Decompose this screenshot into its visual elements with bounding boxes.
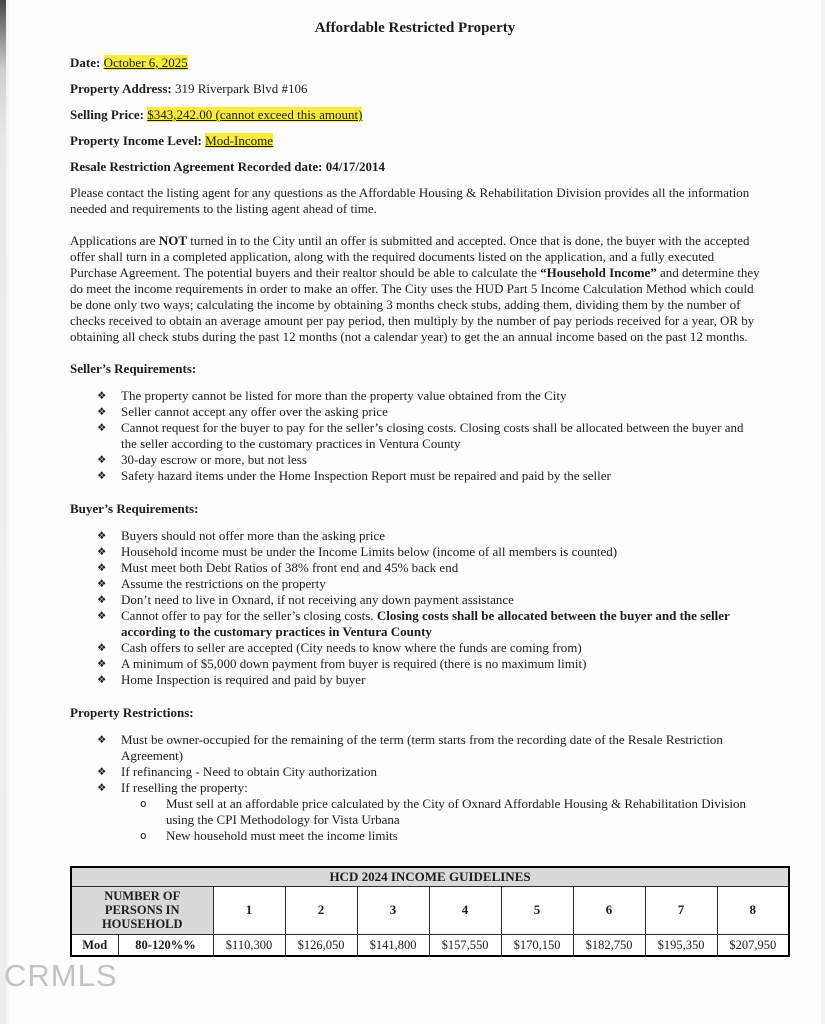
text-segment: Applications are	[70, 233, 159, 248]
list-item-text	[121, 528, 760, 544]
field-list	[70, 55, 760, 175]
persons-count-cell: 1	[213, 886, 285, 934]
sub-list-item-text	[166, 796, 760, 828]
page-title: Affordable Restricted Property	[314, 20, 516, 36]
text-segment: Cannot offer to pay for the seller’s closing costs.	[121, 608, 377, 623]
list-item	[70, 420, 760, 452]
field-label: Date:	[70, 55, 104, 70]
persons-count-cell: 7	[645, 886, 717, 934]
text-segment: Seller cannot accept any offer over the asking price	[121, 404, 388, 419]
list-item	[70, 544, 760, 560]
list-item	[70, 452, 760, 468]
persons-header-cell: NUMBER OF PERSONS IN HOUSEHOLD	[71, 886, 213, 934]
bullet-list	[70, 388, 760, 484]
field-row	[70, 55, 760, 71]
diamond-bullet-icon: ❖	[97, 562, 107, 574]
diamond-bullet-icon: ❖	[97, 530, 107, 542]
income-limit-cell: $207,950	[717, 934, 789, 956]
list-item	[70, 388, 760, 404]
text-segment: Closing costs shall be allocated between the buyer and the seller according to the customary practices in Ventura County	[121, 608, 730, 639]
diamond-bullet-icon: ❖	[97, 406, 107, 418]
persons-count-cell: 2	[285, 886, 357, 934]
diamond-bullet-icon: ❖	[97, 470, 107, 482]
field-label: Selling Price:	[70, 107, 148, 122]
scan-edge-left-soft	[6, 0, 10, 1024]
income-limit-cell: $195,350	[645, 934, 717, 956]
list-item-text	[121, 592, 760, 608]
field-value: October 6, 2025	[103, 55, 188, 70]
list-item-text	[121, 420, 760, 452]
section-heading: Property Restrictions:	[70, 705, 194, 720]
section	[70, 501, 760, 688]
diamond-bullet-icon: ❖	[97, 422, 107, 434]
section	[70, 705, 760, 844]
paragraph-list	[70, 185, 760, 345]
text-segment: If reselling the property:	[121, 780, 248, 795]
text-segment: Assume the restrictions on the property	[121, 576, 326, 591]
list-item-text	[121, 468, 760, 484]
circle-bullet-icon: o	[140, 797, 147, 810]
diamond-bullet-icon: ❖	[97, 642, 107, 654]
table-header-row	[71, 886, 789, 934]
list-item-text	[121, 452, 760, 468]
text-segment: A minimum of $5,000 down payment from buyer is required (there is no maximum limit)	[121, 656, 587, 671]
list-item	[70, 468, 760, 484]
field-label: Property Address:	[70, 81, 175, 96]
income-limit-cell: $182,750	[573, 934, 645, 956]
section-list	[70, 361, 760, 844]
text-segment: 30-day escrow or more, but not less	[121, 452, 307, 467]
list-item-text	[121, 656, 760, 672]
diamond-bullet-icon: ❖	[97, 610, 107, 622]
persons-count-cell: 8	[717, 886, 789, 934]
bullet-list	[70, 528, 760, 688]
list-item	[70, 640, 760, 656]
circle-bullet-icon: o	[140, 829, 147, 842]
text-segment: Home Inspection is required and paid by buyer	[121, 672, 366, 687]
field-value: 04/17/2014	[325, 159, 385, 174]
text-segment: Must be owner-occupied for the remaining of the term (term starts from the recording date of the Resale Restriction Agreement)	[121, 732, 723, 763]
field-label: Resale Restriction Agreement Recorded date:	[70, 159, 326, 174]
persons-count-cell: 5	[501, 886, 573, 934]
section	[70, 361, 760, 484]
list-item	[70, 576, 760, 592]
list-item	[70, 780, 760, 796]
list-item	[70, 656, 760, 672]
income-guidelines-table	[70, 866, 790, 957]
income-limit-cell: $126,050	[285, 934, 357, 956]
sub-list-item-text	[166, 828, 760, 844]
diamond-bullet-icon: ❖	[97, 782, 107, 794]
income-limit-cell: $170,150	[501, 934, 573, 956]
diamond-bullet-icon: ❖	[97, 658, 107, 670]
persons-count-cell: 4	[429, 886, 501, 934]
income-range-cell: 80-120%%	[118, 934, 213, 956]
text-segment: “Household Income”	[540, 265, 657, 280]
field-value: Mod-Income	[205, 133, 274, 148]
paragraph	[70, 185, 760, 217]
list-item	[70, 608, 760, 640]
text-segment: Don’t need to live in Oxnard, if not receiving any down payment assistance	[121, 592, 514, 607]
crmls-watermark: CRMLS	[4, 958, 118, 993]
text-segment: Safety hazard items under the Home Inspection Report must be repaired and paid by the seller	[121, 468, 611, 483]
text-segment: NOT	[158, 233, 187, 248]
sub-list-item	[70, 828, 760, 844]
list-item	[70, 672, 760, 688]
list-item-text	[121, 672, 760, 688]
text-segment: New household must meet the income limits	[166, 828, 398, 843]
list-item	[70, 592, 760, 608]
diamond-bullet-icon: ❖	[97, 578, 107, 590]
list-item-text	[121, 764, 760, 780]
list-item-text	[121, 388, 760, 404]
sub-list-item	[70, 796, 760, 828]
text-segment: Household income must be under the Income Limits below (income of all members is counted)	[121, 544, 618, 559]
persons-count-cell: 6	[573, 886, 645, 934]
field-value: $343,242.00 (cannot exceed this amount)	[147, 107, 363, 122]
list-item-text	[121, 608, 760, 640]
list-item	[70, 528, 760, 544]
text-segment: Cash offers to seller are accepted (City needs to know where the funds are coming from)	[121, 640, 582, 655]
list-item-text	[121, 560, 760, 576]
list-item-text	[121, 576, 760, 592]
text-segment: Buyers should not offer more than the asking price	[121, 528, 386, 543]
table-title-cell: HCD 2024 INCOME GUIDELINES	[71, 867, 789, 886]
text-segment: turned in to the City until an offer is submitted and accepted. Once that is done, the buyer with the accepted offer shall turn in a completed application, along with the required documents listed on the application, and a fully executed Purchase Agreement. The potential buyers and their realtor should be able to calculate the	[70, 233, 750, 280]
field-row	[70, 107, 760, 123]
text-segment: Cannot request for the buyer to pay for the seller’s closing costs. Closing costs shall be allocated between the buyer and the seller according to the customary practices in Ventura County	[121, 420, 744, 451]
scan-edge-right	[821, 0, 825, 1024]
list-item	[70, 732, 760, 764]
income-limit-cell: $157,550	[429, 934, 501, 956]
section-heading: Seller’s Requirements:	[70, 361, 197, 376]
text-segment: Must sell at an affordable price calculated by the City of Oxnard Affordable Housing & Rehabilitation Division using the CPI Methodology for Vista Urbana	[166, 796, 747, 827]
text-segment: The property cannot be listed for more than the property value obtained from the City	[121, 388, 567, 403]
diamond-bullet-icon: ❖	[97, 734, 107, 746]
field-row	[70, 81, 760, 97]
list-item-text	[121, 780, 760, 796]
text-segment: Must meet both Debt Ratios of 38% front end and 45% back end	[121, 560, 459, 575]
list-item	[70, 764, 760, 780]
income-limit-cell: $110,300	[213, 934, 285, 956]
persons-count-cell: 3	[357, 886, 429, 934]
field-row	[70, 133, 760, 149]
list-item-text	[121, 640, 760, 656]
income-guidelines-table-region	[70, 866, 777, 957]
text-segment: and determine they do meet the income requirements in order to make an offer. The City uses the HUD Part 5 Income Calculation Method which could be done only two ways; calculating the income by obtaining 3 months check stubs, adding them, dividing them by the number of checks received to obtain an average amount per pay period, then multiply by the number of pay periods received for a year, OR by obtaining all check stubs during the past 12 months (not a calendar year) to get the an annual income based on the past 12 months.	[70, 265, 760, 344]
diamond-bullet-icon: ❖	[97, 390, 107, 402]
diamond-bullet-icon: ❖	[97, 546, 107, 558]
text-segment: Please contact the listing agent for any questions as the Affordable Housing & Rehabilitation Division provides all the information needed and requirements to the listing agent ahead of time.	[70, 185, 750, 216]
bullet-list	[70, 732, 760, 844]
diamond-bullet-icon: ❖	[97, 766, 107, 778]
diamond-bullet-icon: ❖	[97, 594, 107, 606]
list-item	[70, 404, 760, 420]
field-row	[70, 159, 760, 175]
section-heading: Buyer’s Requirements:	[70, 501, 199, 516]
text-segment: If refinancing - Need to obtain City authorization	[121, 764, 377, 779]
field-value: 319 Riverpark Blvd #106	[174, 81, 308, 96]
field-label: Property Income Level:	[70, 133, 206, 148]
list-item	[70, 560, 760, 576]
document-body	[70, 20, 777, 957]
table-data-row	[71, 934, 789, 956]
table-title-row	[71, 867, 789, 886]
list-item-text	[121, 732, 760, 764]
diamond-bullet-icon: ❖	[97, 454, 107, 466]
income-category-cell: Mod	[71, 934, 118, 956]
list-item-text	[121, 404, 760, 420]
paragraph	[70, 233, 760, 345]
income-limit-cell: $141,800	[357, 934, 429, 956]
list-item-text	[121, 544, 760, 560]
diamond-bullet-icon: ❖	[97, 674, 107, 686]
